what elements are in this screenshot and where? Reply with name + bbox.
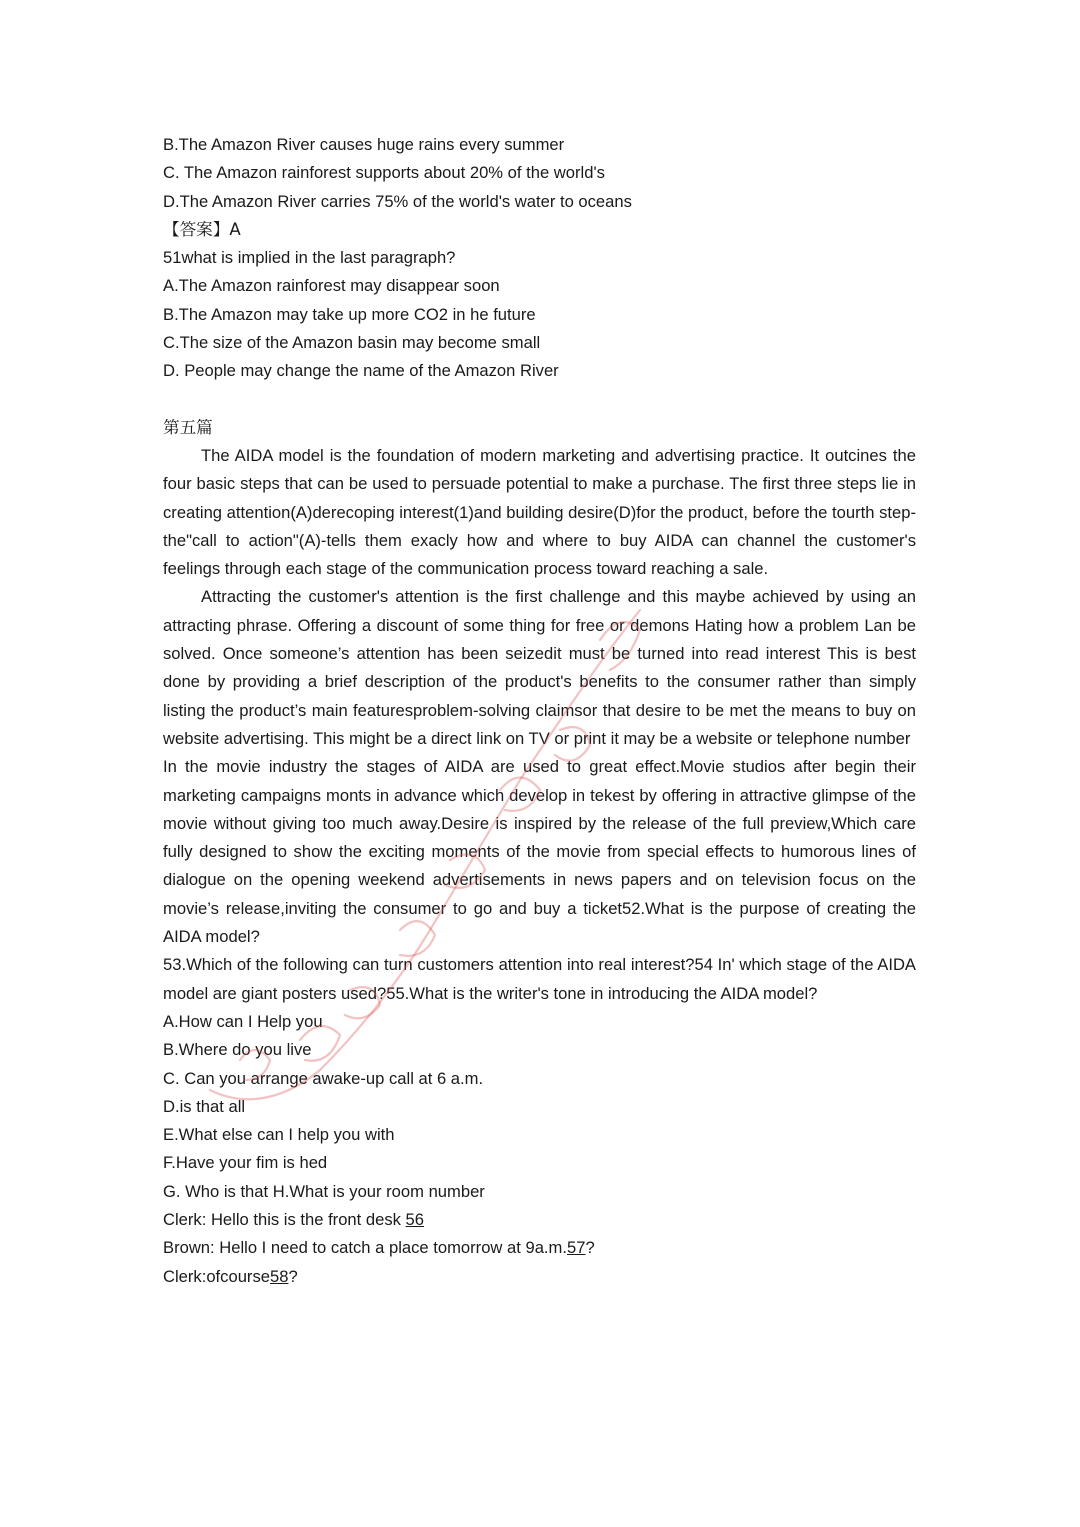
q50-option-b: B.The Amazon River causes huge rains every summer [163,135,565,154]
section-heading: 第五篇 [163,417,213,437]
q50-option-c: C. The Amazon rainforest supports about 20% of the world's [163,163,605,183]
dialogue-option-f: F.Have your fim is hed [163,1153,328,1173]
passage-paragraph-1: The AIDA model is the foundation of modern marketing and advertising practice. It outcines the four basic steps that can be used to persuade potential to make a purchase. The first three steps lie in creating attention(A)derecoping interest(1)and building desire(D)for the product, before the tourth step-the"call to action"(A)-tells them exacly how and where to buy AIDA can channel the customer's feelings through each stage of the communication process toward reaching a sale. [163,445,916,579]
dialogue-line-2-text: Brown: Hello I need to catch a place tomorrow at 9a.m. [163,1238,567,1258]
dialogue-blank-57: 57 [566,1238,586,1258]
dialogue-blank-58: 58 [269,1266,289,1286]
dialogue-line-1 [163,1206,916,1234]
q51-option-b: B.The Amazon may take up more CO2 in he future [163,304,536,324]
q51-option-c: C.The size of the Amazon basin may become small [163,333,541,353]
passage-paragraph-4: 53.Which of the following can turn customers attention into real interest?54 In' which stage of the AIDA model are giant posters used?55.What is the writer's tone in introducing the AIDA model? [163,955,916,1003]
dialogue-option-g-h: G. Who is that H.What is your room number [163,1181,485,1201]
dialogue-option-d: D.is that all [163,1096,246,1116]
dialogue-blank-56: 56 [405,1209,425,1229]
dialogue-line-3-after: ? [288,1266,298,1286]
dialogue-option-a: A.How can I Help you [163,1011,323,1031]
document-page [163,131,916,1291]
q51-option-a: A.The Amazon rainforest may disappear soon [163,276,500,296]
dialogue-line-1-text: Clerk: Hello this is the front desk [163,1209,406,1229]
section-gap [163,386,916,414]
passage-paragraph-2: Attracting the customer's attention is the first challenge and this maybe achieved by using an attracting phrase. Offering a discount of some thing for free or demons Hating how a problem Lan be solved. Once someone’s attention has been seizedit must be turned into read interest This is best done by providing a brief description of the product's benefits to the consumer rather than simply listing the product’s main featuresproblem-solving claimsor that desire to be met the means to buy on website advertising. This might be a direct link on TV or print it may be a website or telephone number [163,587,916,748]
q50-answer: 【答案】A [163,219,241,239]
dialogue-line-2 [163,1234,916,1262]
dialogue-option-c: C. Can you arrange awake-up call at 6 a.m. [163,1068,484,1088]
dialogue-option-b: B.Where do you live [163,1040,312,1060]
q51-question: 51what is implied in the last paragraph? [163,248,456,268]
q50-option-d: D.The Amazon River carries 75% of the world's water to oceans [163,191,632,211]
dialogue-option-e: E.What else can I help you with [163,1125,395,1145]
passage-paragraph-3: In the movie industry the stages of AIDA are used to great effect.Movie studios after begin their marketing campaigns monts in advance which develop in tekest by offering in attractive glimpse of the movie without giving too much away.Desire is inspired by the release of the full preview,Which care fully designed to show the exciting moments of the movie from special effects to humorous lines of dialogue on the opening weekend advertisements in news papers and on television focus on the movie’s release,inviting the consumer to go and buy a ticket52.What is the purpose of creating the AIDA model? [163,757,916,947]
q51-option-d: D. People may change the name of the Amazon River [163,361,559,381]
dialogue-line-3-text: Clerk:ofcourse [163,1266,270,1286]
dialogue-line-2-after: ? [585,1238,595,1258]
dialogue-line-3 [163,1263,916,1291]
